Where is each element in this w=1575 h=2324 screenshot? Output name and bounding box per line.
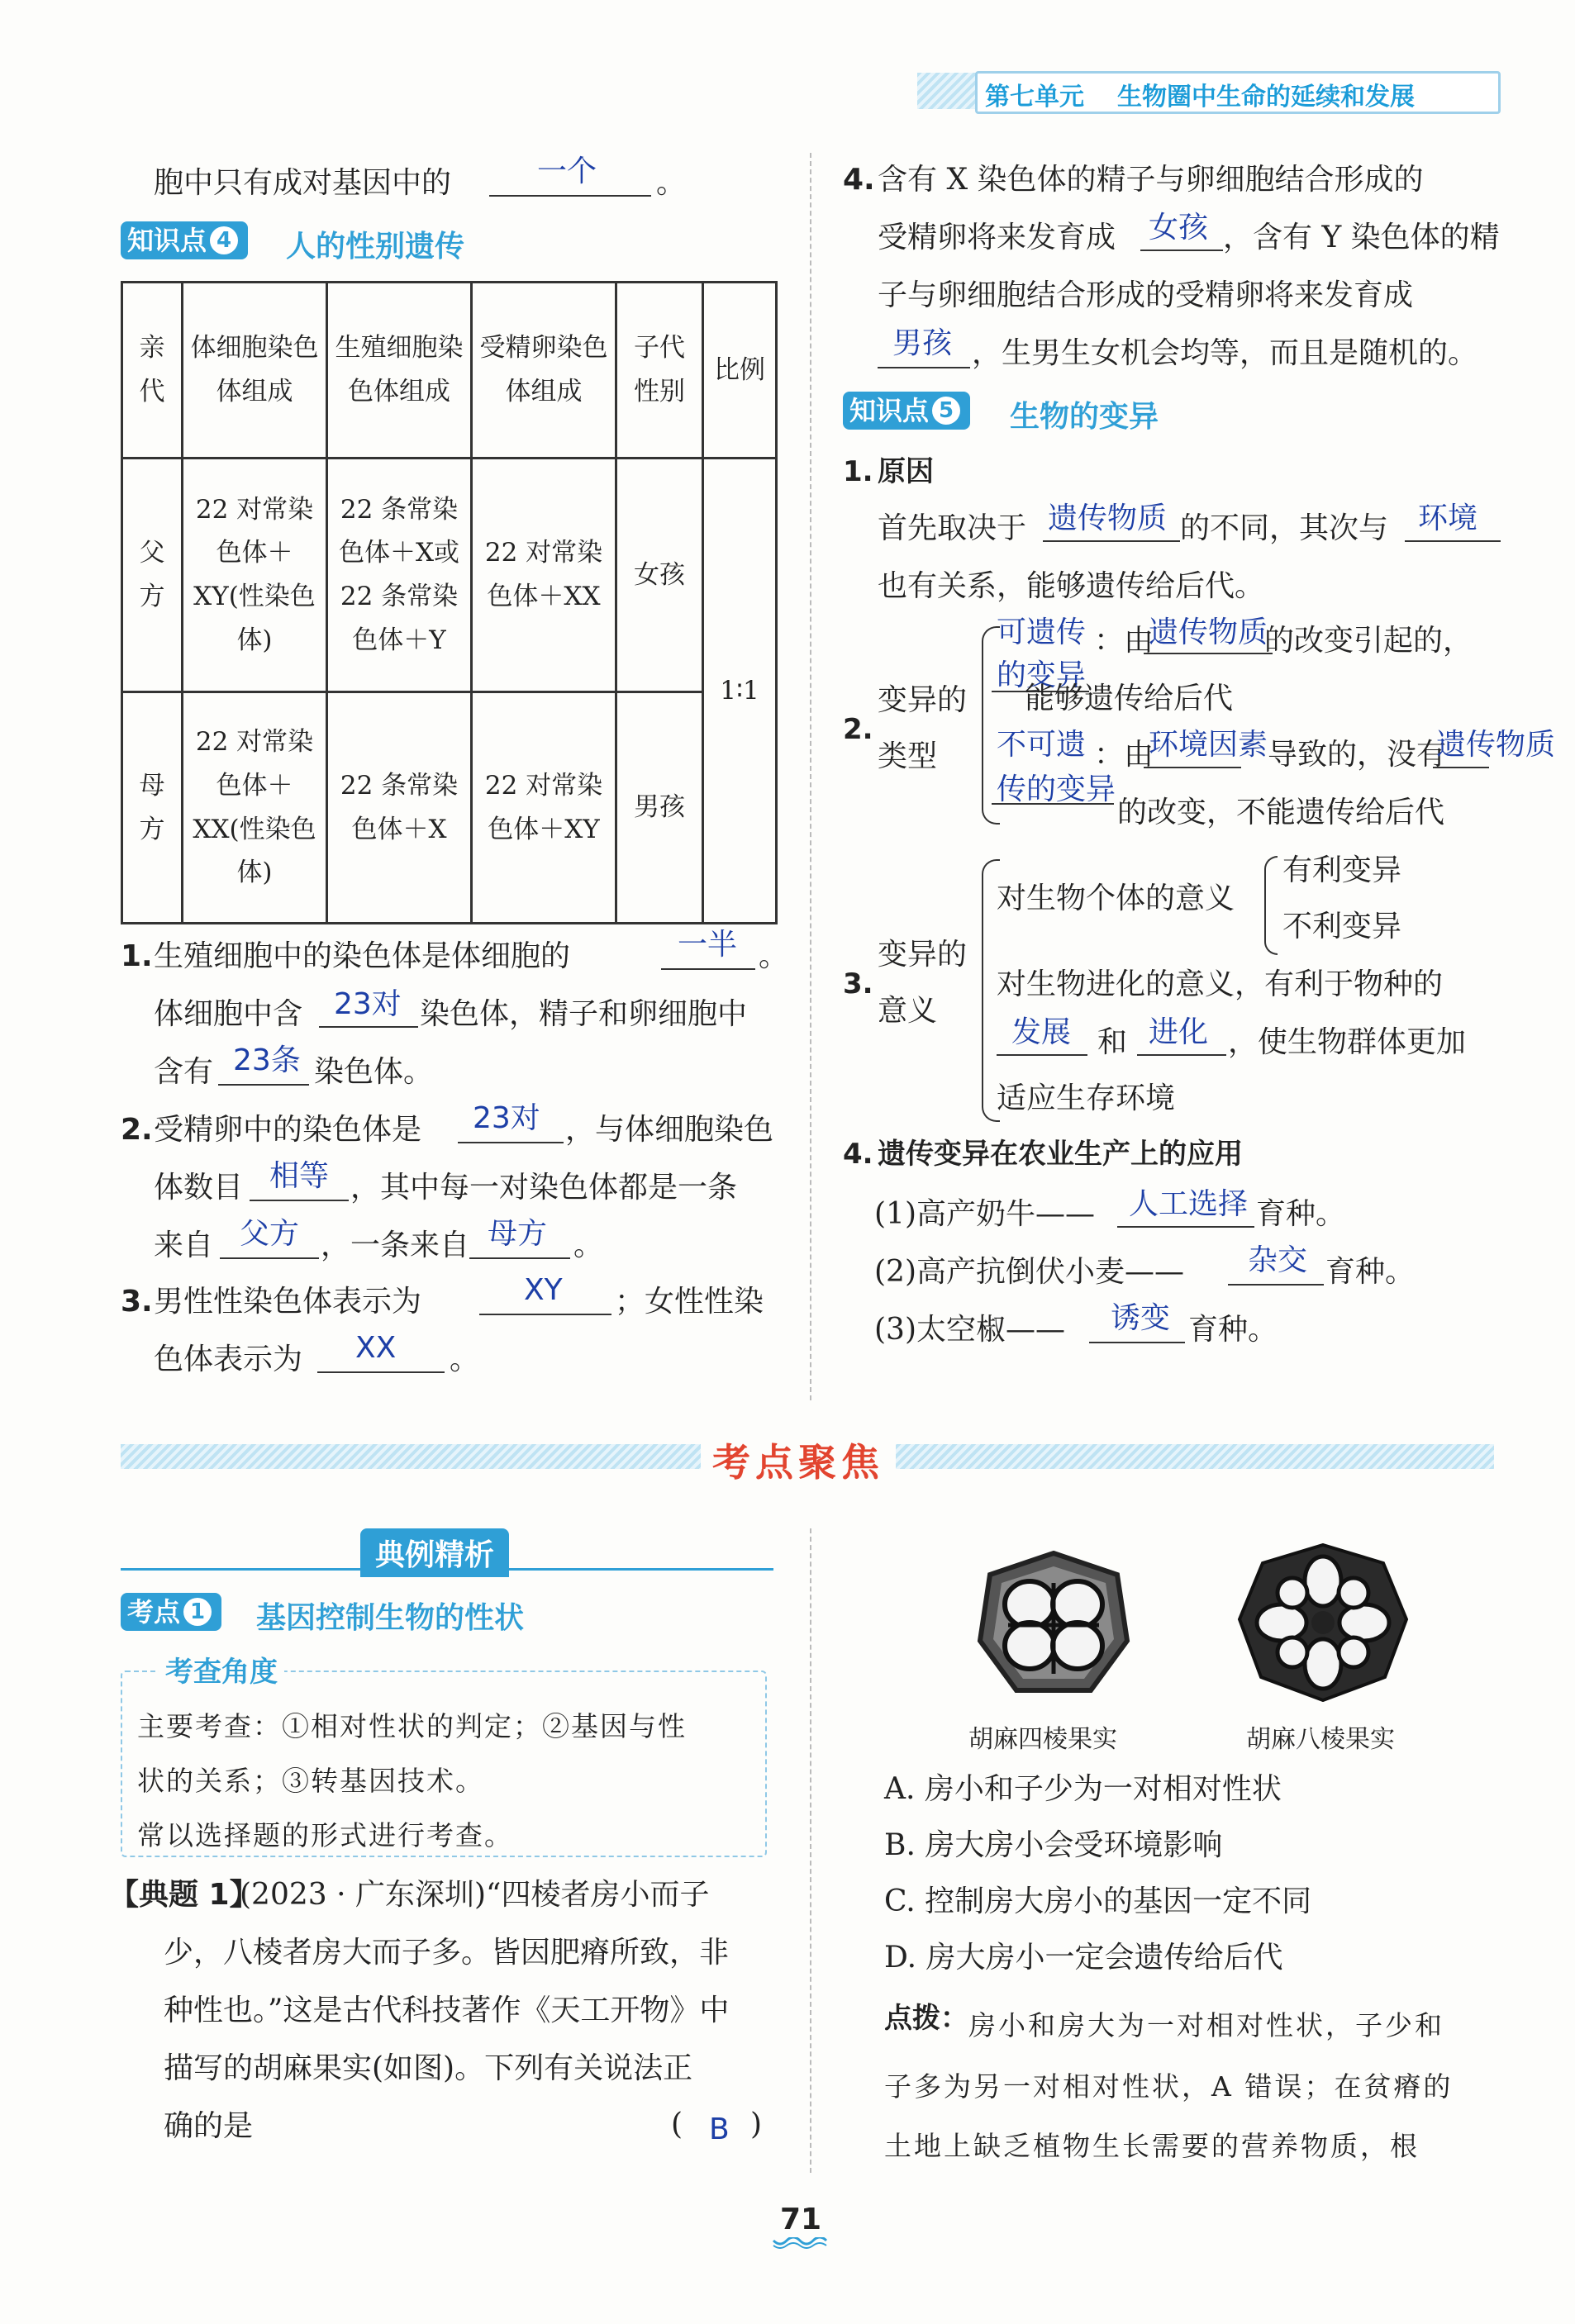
s1-text-c: 也有关系，能够遗传给后代。 [878,569,1265,603]
s2-blank2 [1144,653,1273,654]
hint-label: 点拨： [884,2002,968,2035]
sub-banner-title: 典例精析 [360,1528,509,1577]
example-paren-left: ( [671,2108,683,2141]
table-cell: 女孩 [616,459,703,692]
q3-blank2 [317,1371,445,1373]
table-header-cell: 子代性别 [616,283,703,459]
q2-answer1: 23对 [473,1101,540,1135]
s4-item3-b: 育种。 [1188,1313,1278,1347]
q3-number: 3. [121,1285,153,1319]
column-divider-bottom [810,1528,811,2173]
s2-label2: 类型 [878,739,938,773]
q4-blank1 [1140,250,1223,251]
angle-title: 考查角度 [159,1649,284,1690]
s1-text-a: 首先取决于 [878,511,1027,545]
s1-answer1: 遗传物质 [1048,501,1168,535]
table-cell: 22 条常染色体＋X或 22 条常染色体＋Y [327,459,472,692]
knowledge-point-4-title: 人的性别遗传 [286,230,465,264]
section-banner-title: 考点聚焦 [701,1433,896,1487]
s2-blank5 [1433,767,1489,768]
example-head: 【典题 1】 [109,1878,259,1912]
s4-item3-answer: 诱变 [1111,1301,1171,1335]
q1-answer3: 23条 [233,1043,301,1077]
q1-text-f: 染色体。 [314,1055,434,1089]
exam-point-label: 考点 [127,1596,181,1628]
s4-item2-blank [1228,1284,1324,1286]
exam-point-1-tag [121,1593,221,1631]
sesame-four-ridge-image [975,1550,1132,1695]
s2-answer2: 遗传物质 [1149,615,1268,649]
s3-text-a1: 有利变异 [1282,853,1402,887]
s4-item3-a: (3)太空椒—— [874,1313,1065,1347]
table-cell: 22 条常染色体＋X [327,692,472,924]
table-cell: 男孩 [616,692,703,924]
s3-subbrace [1264,856,1278,955]
table-row-mother [122,692,777,924]
s4-item1-b: 育种。 [1256,1197,1346,1231]
example-line-4: 描写的胡麻果实(如图)。下列有关说法正 [164,2051,693,2085]
q2-text-f: ，一条来自 [321,1229,470,1262]
option-b: B. 房大房小会受环境影响 [884,1828,1223,1862]
table-header-row [122,283,777,459]
q4-text-d: 子与卵细胞结合形成的受精卵将来发育成 [878,278,1414,312]
q2-answer4: 母方 [488,1217,548,1251]
s2-answer4: 环境因素 [1149,728,1268,762]
s4-item2-b: 育种。 [1325,1255,1416,1289]
option-c: C. 控制房大房小的基因一定不同 [884,1884,1312,1918]
q1-answer2: 23对 [334,987,402,1021]
s2-answer3b: 传的变异 [997,772,1116,806]
knowledge-point-label: 知识点 [849,395,930,426]
q1-blank1 [661,968,755,970]
s3-label2: 意义 [878,994,938,1028]
q2-text-d: ，其中每一对染色体都是一条 [350,1171,738,1205]
s2-blank3 [992,803,1114,805]
q1-text-c: 体细胞中含 [154,997,303,1031]
hint-line-3: 土地上缺乏植物生长需要的营养物质，根 [884,2130,1420,2162]
q1-blank2 [319,1026,418,1028]
q2-number: 2. [121,1113,153,1147]
figure-caption-eight: 胡麻八棱果实 [1246,1725,1395,1754]
s3-text-a2: 不利变异 [1282,910,1402,943]
q4-answer2: 男孩 [892,326,953,360]
q1-blank3 [218,1084,309,1086]
q3-text-a: 男性性染色体表示为 [154,1285,422,1319]
q2-blank2 [250,1200,349,1201]
table-cell: 22 对常染色体＋XX(性染色体) [183,692,327,924]
q2-text-c: 体数目 [154,1171,244,1205]
q1-answer1: 一半 [678,928,738,962]
q4-text-b: 受精卵将来发育成 [878,221,1116,254]
table-header-cell: 体细胞染色体组成 [183,283,327,459]
q1-text-d: 染色体，精子和卵细胞中 [420,997,748,1031]
s2-answer1b: 的变异 [997,658,1087,692]
table-header-cell: 受精卵染色体组成 [472,283,616,459]
hint-line-1: 房小和房大为一对相对性状，子少和 [968,2009,1444,2041]
s2-answer1: 可遗传 [997,615,1087,649]
q2-text-b: ，与体细胞染色 [565,1113,774,1147]
s4-title: 遗传变异在农业生产上的应用 [878,1138,1243,1171]
s2-text-e: 导致的，没有 [1268,738,1447,772]
q4-text-a: 含有 X 染色体的精子与卵细胞结合形成的 [878,163,1424,197]
header-unit: 第七单元 [985,83,1084,112]
q2-blank3 [220,1257,319,1259]
s2-text-f: 的改变，不能遗传给后代 [1117,796,1445,829]
figure-caption-four: 胡麻四棱果实 [968,1725,1117,1754]
s2-number: 2. [843,713,873,746]
s1-number: 1. [843,455,873,488]
s3-blank2 [1137,1054,1226,1056]
s2-answer5: 遗传物质 [1436,728,1556,762]
table-cell: 22 对常染色体＋XY [472,692,616,924]
knowledge-point-number: 4 [210,226,238,254]
left-line0-text: 胞中只有成对基因中的 [154,166,452,200]
angle-line-2: 状的关系；③转基因技术。 [137,1765,484,1797]
header-title: 生物圈中生命的延续和发展 [1117,83,1415,112]
s4-item2-answer: 杂交 [1248,1243,1308,1277]
s4-number: 4. [843,1138,873,1171]
q3-answer1: XY [524,1273,563,1307]
table-cell: 母方 [122,692,183,924]
table-cell: 22 对常染色体＋XY(性染色体) [183,459,327,692]
table-row-father [122,459,777,692]
q1-text-b: 。 [759,939,789,973]
s4-item2-a: (2)高产抗倒伏小麦—— [874,1255,1184,1289]
sesame-eight-ridge-image [1236,1543,1410,1702]
q4-number: 4. [843,163,875,197]
q4-blank2 [878,367,970,368]
q4-text-e: ，生男生女机会均等，而且是随机的。 [972,336,1478,370]
example-line-5: 确的是 [164,2109,254,2143]
s2-label1: 变异的 [878,683,968,717]
s3-number: 3. [843,967,873,1000]
q2-blank1 [458,1142,564,1143]
s4-item1-answer: 人工选择 [1129,1187,1249,1221]
s3-answer1: 发展 [1011,1015,1072,1049]
left-line0-end: 。 [656,166,687,200]
q2-text-g: 。 [573,1229,604,1262]
s3-text-c: 和 [1097,1025,1128,1059]
q1-text-e: 含有 [154,1055,214,1089]
s1-blank2 [1405,540,1501,542]
option-a: A. 房小和子少为一对相对性状 [884,1772,1282,1806]
exam-point-number: 1 [183,1598,212,1626]
table-header-cell: 亲代 [122,283,183,459]
example-paren-right: ) [750,2108,763,2141]
s1-title: 原因 [878,455,934,488]
knowledge-point-label: 知识点 [127,225,207,256]
angle-line-3: 常以选择题的形式进行考查。 [137,1819,513,1851]
s2-text-b: 的改变引起的， [1264,624,1473,658]
knowledge-point-5-tag [843,392,970,430]
s4-item1-a: (1)高产奶牛—— [874,1197,1095,1231]
q2-answer2: 相等 [269,1159,330,1193]
s4-item3-blank [1089,1342,1185,1343]
q4-answer1: 女孩 [1149,211,1209,245]
s3-blank1 [997,1054,1087,1056]
q4-text-c: ，含有 Y 染色体的精 [1223,221,1500,254]
s1-blank1 [1043,540,1180,542]
example-answer: B [709,2113,730,2146]
s3-answer2: 进化 [1149,1015,1209,1049]
option-d: D. 房大房小一定会遗传给后代 [884,1941,1283,1975]
s1-text-b: 的不同，其次与 [1180,511,1389,545]
example-line-1: (2023 · 广东深圳)“四棱者房小而子 [240,1878,710,1912]
table-cell-ratio: 1∶1 [703,459,777,924]
s2-text-c: 能够遗传给后代 [1025,682,1234,715]
q2-blank4 [469,1257,570,1259]
exam-point-1-title: 基因控制生物的性状 [256,1601,525,1635]
knowledge-point-4-tag [121,221,248,259]
s3-label1: 变异的 [878,938,968,972]
q3-text-b: ；女性性染 [615,1285,764,1319]
sex-inheritance-table [121,281,778,924]
s3-text-a: 对生物个体的意义 [997,882,1235,915]
page-number: 71 [780,2203,822,2236]
q1-text-a: 生殖细胞中的染色体是体细胞的 [154,939,571,973]
q2-answer3: 父方 [240,1217,300,1251]
s2-text-d: ：由 [1094,738,1154,772]
knowledge-point-number: 5 [932,397,960,425]
column-divider-top [810,153,811,1400]
table-cell: 22 对常染色体＋XX [472,459,616,692]
s3-text-b: 对生物进化的意义，有利于物种的 [997,967,1444,1001]
s2-answer3: 不可遗 [997,728,1087,762]
s4-item1-blank [1117,1226,1254,1228]
s2-blank4 [1144,767,1241,768]
hint-line-2: 子多为另一对相对性状，A 错误；在贫瘠的 [884,2070,1454,2103]
q3-text-d: 。 [450,1343,480,1376]
s3-text-e: 适应生存环境 [997,1081,1176,1115]
example-line-2: 少，八棱者房大而子多。皆因肥瘠所致，非 [164,1936,730,1970]
example-line-3: 种性也。”这是古代科技著作《天工开物》中 [164,1994,730,2027]
q3-answer2: XX [355,1331,397,1365]
left-line0-answer: 一个 [537,154,597,188]
q3-text-c: 色体表示为 [154,1343,303,1376]
s3-text-d: ，使生物群体更加 [1228,1025,1467,1059]
q2-text-e: 来自 [154,1229,214,1262]
s2-text-a: ：由 [1094,624,1154,658]
s1-answer2: 环境 [1418,501,1478,535]
table-header-cell: 比例 [703,283,777,459]
knowledge-point-5-title: 生物的变异 [1010,400,1159,434]
table-header-cell: 生殖细胞染色体组成 [327,283,472,459]
q2-text-a: 受精卵中的染色体是 [154,1113,422,1147]
q3-blank1 [479,1314,611,1315]
angle-line-1: 主要考查：①相对性状的判定；②基因与性 [137,1710,687,1742]
q1-number: 1. [121,939,153,973]
table-cell: 父方 [122,459,183,692]
left-line0-blank [489,195,651,197]
page-number-wave-icon [772,2237,828,2249]
